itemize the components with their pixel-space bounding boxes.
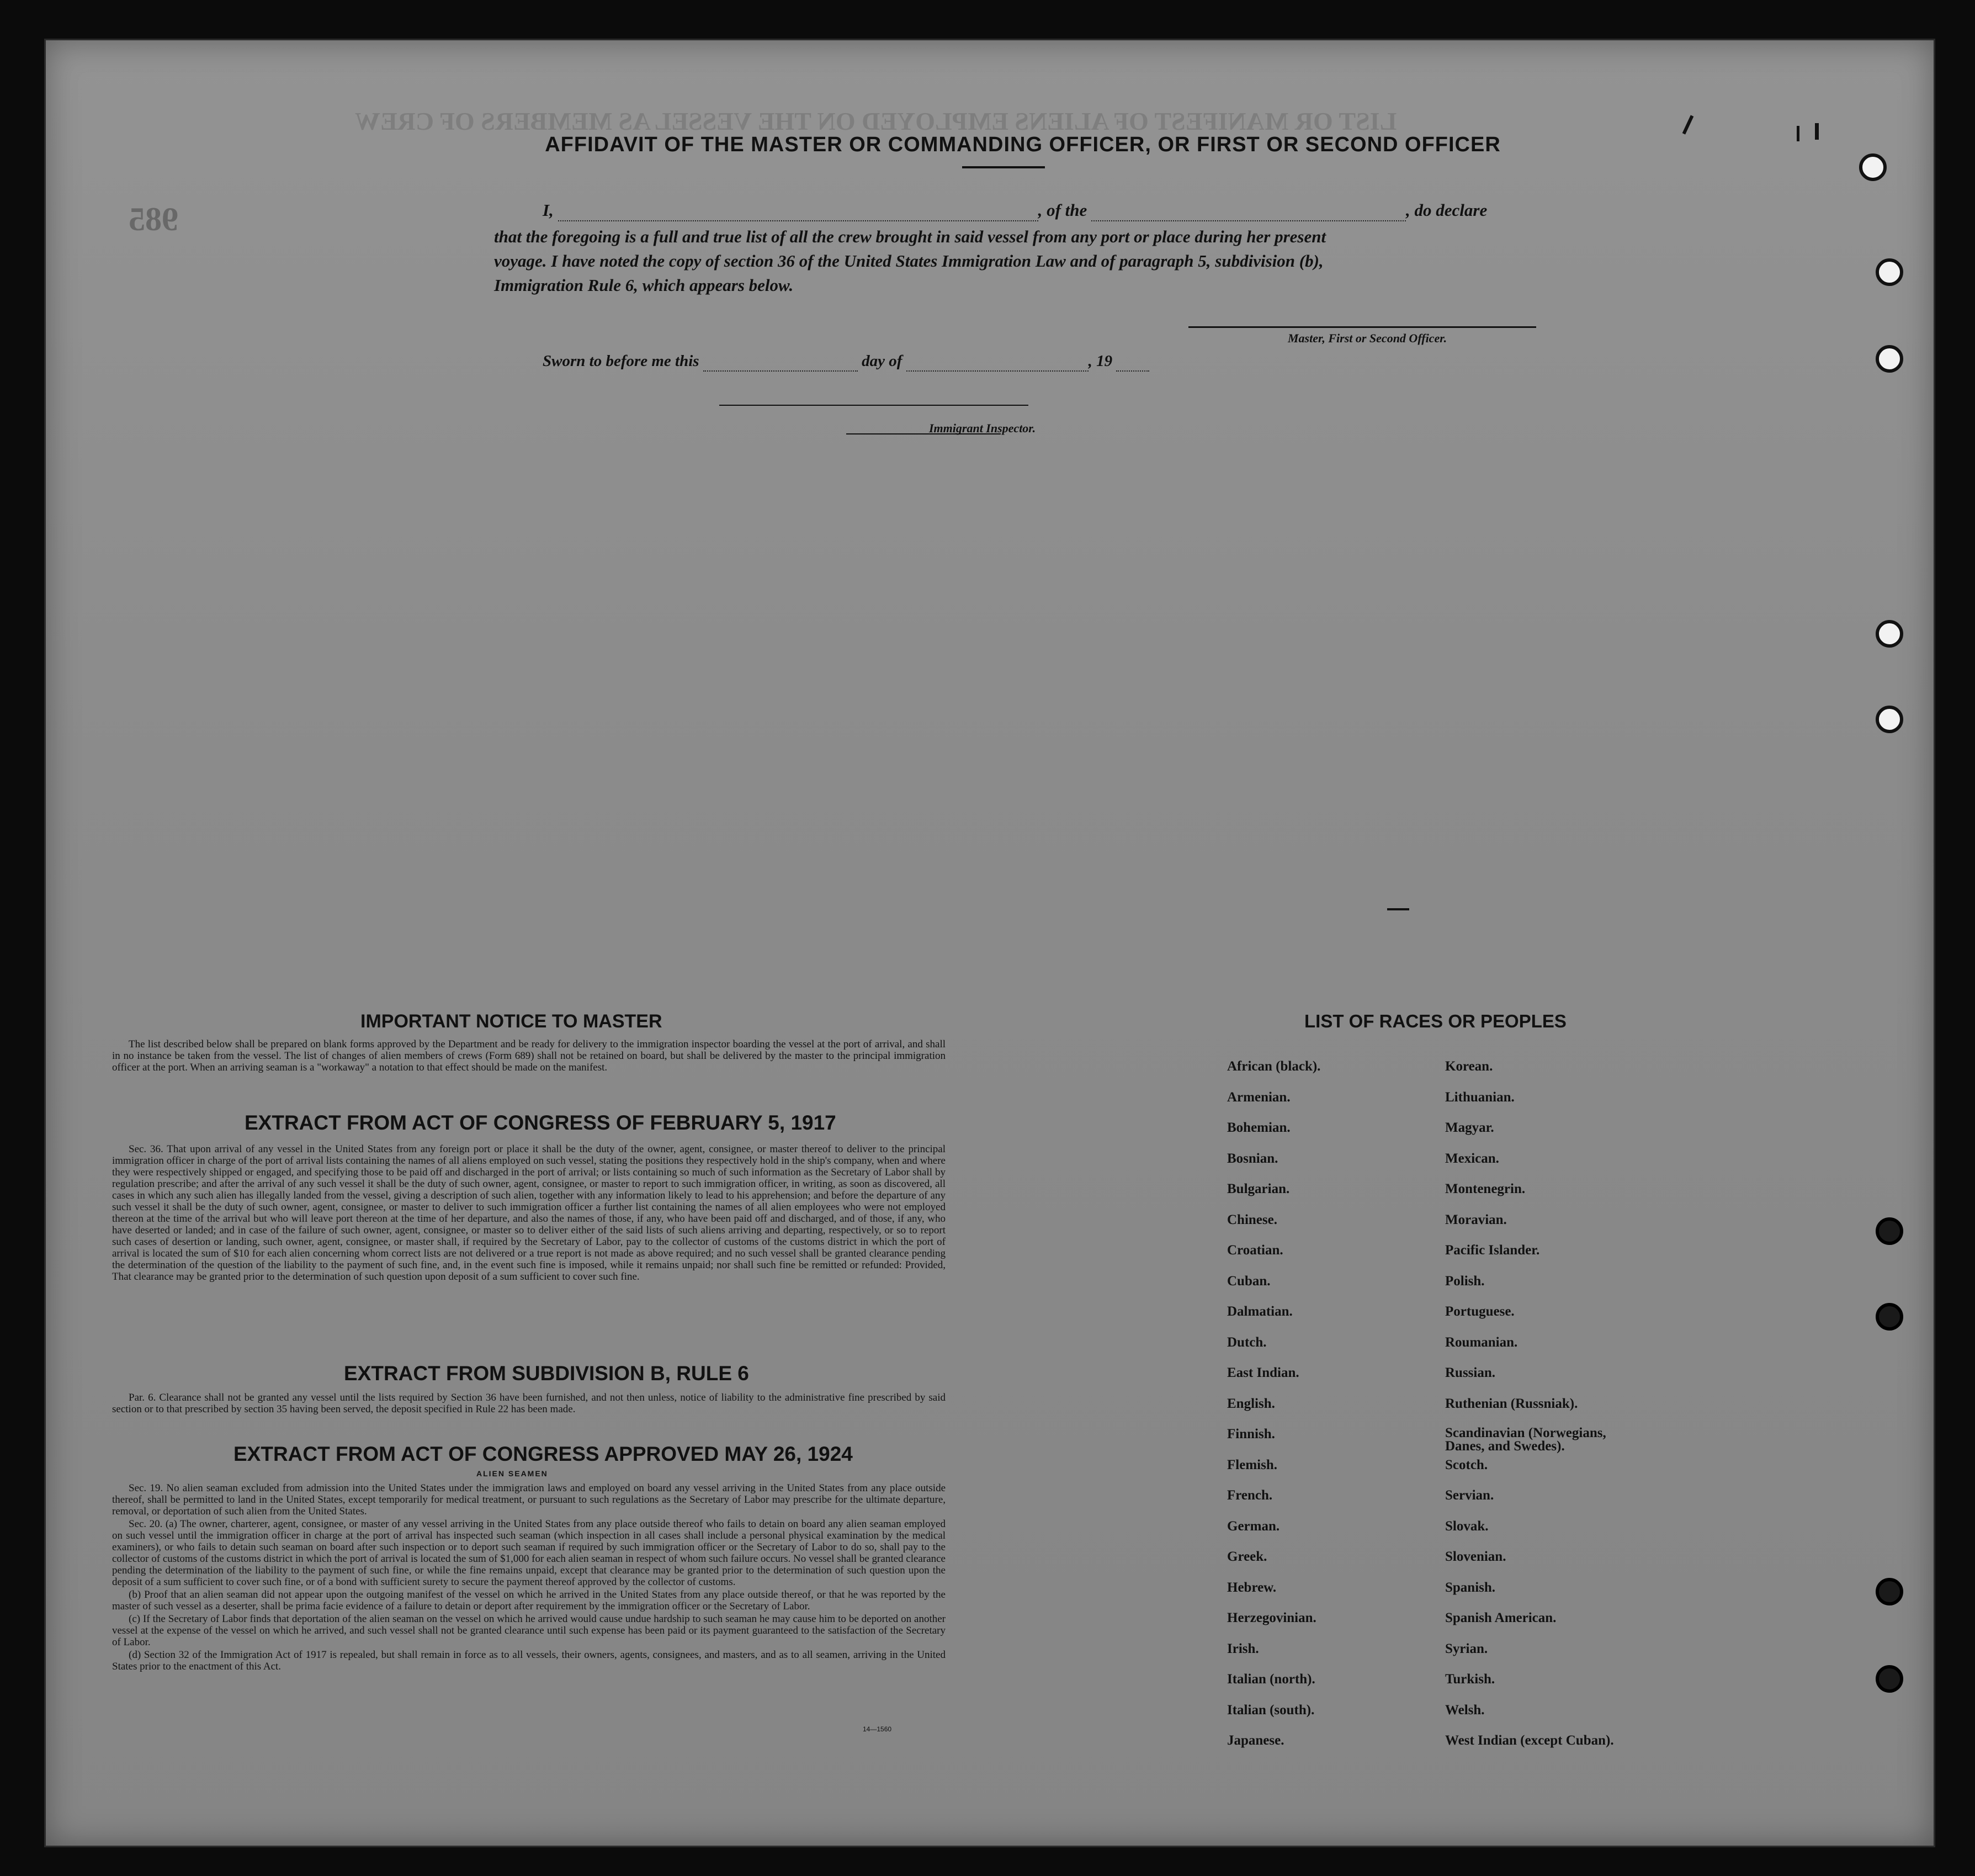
inspector-signature-line[interactable]	[719, 405, 1028, 406]
master-signature-line[interactable]	[1188, 326, 1536, 328]
race-item: Italian (south).	[1227, 1702, 1315, 1718]
sworn-year-field[interactable]	[1116, 352, 1149, 372]
affidavit-do-declare: , do declare	[1406, 200, 1488, 220]
master-signature-label: Master, First or Second Officer.	[1288, 331, 1447, 345]
race-item: Scotch.	[1445, 1457, 1488, 1472]
binder-hole	[1876, 1217, 1903, 1245]
notice-paragraph: The list described below shall be prepared on blank forms approved by the Department and be ready for delivery to the immigration inspector boarding the vessel at the port of arrival, and shall in no instance be taken from the vessel. The list of changes of alien members of crews (Form 689) shall not be retained on board, but shall be delivered by the master to the principal immigration officer at the port. When an arriving seaman is a "workaway" a notation to that effect should be made on the manifest.	[112, 1038, 946, 1073]
race-item: Roumanian.	[1445, 1334, 1518, 1350]
race-item: Croatian.	[1227, 1243, 1283, 1258]
race-item: Montenegrin.	[1445, 1181, 1526, 1196]
extract-1924-sec20c: (c) If the Secretary of Labor finds that deportation of the alien seaman on the vessel on which he arrived would cause undue hardship to such seaman he may cause him to be deported on another vessel at the expense of the vessel on which he arrived, and such vessel shall not be granted clearance until such expense has been paid or its payment guaranteed to the satisfaction of the Secretary of Labor.	[112, 1613, 946, 1648]
race-item: Cuban.	[1227, 1273, 1271, 1289]
extract-1924-subtitle: ALIEN SEAMEN	[476, 1469, 548, 1478]
notice-text	[112, 1038, 946, 1074]
race-item: Lithuanian.	[1445, 1089, 1515, 1105]
extract-1917-text	[112, 1143, 946, 1284]
race-item: Dalmatian.	[1227, 1304, 1293, 1319]
race-item: Moravian.	[1445, 1212, 1507, 1227]
bleed-through-header: LIST OR MANIFEST OF ALIENS EMPLOYED ON THE VESSEL AS MEMBERS OF CREW	[355, 107, 1397, 135]
race-item: Scandinavian (Norwegians, Danes, and Swedes).	[1445, 1425, 1606, 1454]
binder-hole	[1876, 1665, 1903, 1693]
race-item: Syrian.	[1445, 1641, 1488, 1656]
race-item: Italian (north).	[1227, 1672, 1315, 1687]
races-title: LIST OF RACES OR PEOPLES	[1304, 1011, 1567, 1031]
sworn-day-of: day of	[862, 352, 902, 370]
sworn-line	[543, 352, 1149, 372]
extract-1917-title: EXTRACT FROM ACT OF CONGRESS OF FEBRUARY 5, 1917	[245, 1111, 836, 1134]
race-item: Spanish American.	[1445, 1610, 1557, 1625]
race-item: West Indian (except Cuban).	[1445, 1733, 1614, 1748]
races-list-right	[1445, 1059, 1644, 1764]
race-item: German.	[1227, 1518, 1280, 1534]
binder-hole	[1859, 153, 1887, 181]
form-number: 14—1560	[863, 1725, 892, 1733]
race-item: Mexican.	[1445, 1151, 1499, 1166]
race-item: Polish.	[1445, 1273, 1485, 1289]
affidavit-of-the: , of the	[1038, 200, 1087, 220]
notice-title: IMPORTANT NOTICE TO MASTER	[360, 1011, 662, 1032]
race-item: Flemish.	[1227, 1457, 1277, 1472]
binder-hole	[1876, 706, 1903, 733]
extract-1924-sec20b: (b) Proof that an alien seaman did not appear upon the outgoing manifest of the vessel on which he arrived in the United States from any place outside thereof, or that he was reported by the master of such vessel as a deserter, shall be prima facie evidence of a failure to detain or deport after requirement by the immigration officer or the Secretary of Labor.	[112, 1589, 946, 1612]
rule6-text	[112, 1392, 946, 1416]
race-item: English.	[1227, 1396, 1275, 1411]
race-item: Finnish.	[1227, 1427, 1275, 1442]
race-item: Slovenian.	[1445, 1549, 1506, 1564]
sworn-prefix: Sworn to before me this	[543, 352, 699, 370]
race-item: Hebrew.	[1227, 1580, 1277, 1595]
affidavit-title-rule	[962, 166, 1045, 168]
sworn-year-prefix: , 19	[1088, 352, 1113, 370]
race-item: Slovak.	[1445, 1518, 1489, 1534]
race-item: Armenian.	[1227, 1089, 1291, 1105]
rule6-paragraph: Par. 6. Clearance shall not be granted any vessel until the lists required by Section 36 have been furnished, and not then unless, notice of liability to the administrative fine prescribed by said section or to that prescribed by section 35 having been served, the deposit specified in Rule 22 has been made.	[112, 1392, 946, 1415]
race-item: Russian.	[1445, 1365, 1496, 1380]
binder-hole	[1876, 620, 1903, 648]
race-item: French.	[1227, 1488, 1273, 1503]
race-item: East Indian.	[1227, 1365, 1299, 1380]
race-item: Japanese.	[1227, 1733, 1284, 1748]
binder-hole	[1876, 345, 1903, 373]
manifest-page	[44, 39, 1935, 1847]
pen-mark	[1797, 126, 1799, 141]
inspector-label: Immigrant Inspector.	[929, 421, 1036, 435]
bleed-through-number: 985	[129, 201, 178, 237]
sworn-month-field[interactable]	[906, 352, 1089, 372]
race-item: Greek.	[1227, 1549, 1267, 1564]
extract-1924-text	[112, 1482, 946, 1673]
race-item: Irish.	[1227, 1641, 1259, 1656]
master-name-field[interactable]	[558, 200, 1038, 221]
affidavit-line-2: that the foregoing is a full and true list of all the crew brought in said vessel from any port or place during her present	[494, 227, 1326, 246]
race-item: Bohemian.	[1227, 1120, 1291, 1135]
extract-1924-sec20d: (d) Section 32 of the Immigration Act of 1917 is repealed, but shall remain in force as to all vessels, their owners, agents, consignees, and masters, and as to all seamen, arriving in the United States prior to the enactment of this Act.	[112, 1649, 946, 1672]
race-item: African (black).	[1227, 1059, 1321, 1074]
pen-mark	[1682, 115, 1694, 134]
pen-mark	[1815, 123, 1819, 140]
race-item: Magyar.	[1445, 1120, 1494, 1135]
race-item: Korean.	[1445, 1059, 1493, 1074]
race-item: Herzegovinian.	[1227, 1610, 1316, 1625]
affidavit-title: AFFIDAVIT OF THE MASTER OR COMMANDING OFFICER, OR FIRST OR SECOND OFFICER	[545, 133, 1501, 156]
binder-hole	[1876, 1303, 1903, 1331]
race-item: Welsh.	[1445, 1702, 1485, 1718]
race-item: Pacific Islander.	[1445, 1243, 1540, 1258]
rule6-title: EXTRACT FROM SUBDIVISION B, RULE 6	[344, 1362, 749, 1385]
affidavit-line-3: voyage. I have noted the copy of section 36 of the United States Immigration Law and of paragraph 5, subdivision (b),	[494, 251, 1324, 271]
pen-mark	[1387, 908, 1409, 910]
affidavit-i: I,	[543, 200, 554, 220]
race-item: Turkish.	[1445, 1672, 1495, 1687]
race-item: Chinese.	[1227, 1212, 1277, 1227]
vessel-name-field[interactable]	[1091, 200, 1406, 221]
sworn-day-field[interactable]	[703, 352, 858, 372]
race-item: Servian.	[1445, 1488, 1494, 1503]
race-item: Dutch.	[1227, 1334, 1267, 1350]
extract-1924-title: EXTRACT FROM ACT OF CONGRESS APPROVED MAY 26, 1924	[233, 1443, 853, 1465]
race-item: Portuguese.	[1445, 1304, 1515, 1319]
affidavit-line-1	[543, 200, 1487, 221]
binder-hole	[1876, 258, 1903, 286]
extract-1924-sec20a: Sec. 20. (a) The owner, charterer, agent, consignee, or master of any vessel arriving in the United States from any place outside thereof who fails to detain on board any alien seaman employed on such vessel until the immigration officer in charge at the port of arrival has inspected such seaman (which inspection in all cases shall include a personal physical examination by the medical examiners), or who fails to detain such seaman on board after such inspection or to deport such seaman if required by such immigration officer or the Secretary of Labor to do so, shall pay to the collector of customs of the customs district in which the port of arrival is located the sum of $1,000 for each alien seaman in respect of whom such failure occurs. No vessel shall be granted clearance pending the determination of the liability to the payment of such fine, or while the fine remains unpaid, except that clearance may be granted prior to the determination of such question upon the deposit of a sum sufficient to cover such fine, or of a bond with sufficient surety to secure the payment thereof approved by the collector of customs.	[112, 1518, 946, 1588]
races-list-left	[1227, 1059, 1320, 1764]
binder-hole	[1876, 1578, 1903, 1605]
race-item: Bosnian.	[1227, 1151, 1278, 1166]
extract-1917-paragraph: Sec. 36. That upon arrival of any vessel in the United States from any foreign port or place it shall be the duty of the owner, agent, consignee, or master thereof to deliver to the principal immigration officer in charge of the port of arrival lists containing the names of all aliens employed on such vessel, stating the positions they respectively hold in the ship's company, when and where they were respectively shipped or engaged, and specifying those to be paid off and discharged in the port of arrival; or lists containing so much of such information as the Secretary of Labor shall by regulation prescribe; and after the arrival of any such vessel it shall be the duty of such owner, agent, consignee, or master to report to such immigration officer, in writing, as soon as discovered, all cases in which any such alien has illegally landed from the vessel, giving a description of such alien, together with any information likely to lead to his apprehension; and before the departure of any such vessel it shall be the duty of such owner, agent, consignee, or master to deliver to such immigration officer a further list containing the names of all alien employees who were not employed thereon at the time of the arrival but who will leave port thereon at the time of her departure, and also the names of those, if any, who have been paid off and discharged, and of those, if any, who have deserted or landed; and in case of the failure of such owner, agent, consignee, or master so to deliver either of the said lists of such aliens arriving and departing, respectively, or so to report such cases of desertion or landing, such owner, agent, consignee, or master shall, if required by the Secretary of Labor, pay to the collector of customs of the customs district in which the port of arrival is located the sum of $10 for each alien concerning whom correct lists are not delivered or a true report is not made as above required; and no such vessel shall be granted clearance pending the determination of the question of the liability to the payment of such fine, and, in the event such fine is imposed, while it remains unpaid; nor shall such fine be remitted or refunded: Provided, That clearance may be granted prior to the determination of such question upon deposit of a sum sufficient to cover such fine.	[112, 1143, 946, 1283]
affidavit-line-4: Immigration Rule 6, which appears below.	[494, 275, 794, 295]
race-item: Bulgarian.	[1227, 1181, 1290, 1196]
extract-1924-sec19: Sec. 19. No alien seaman excluded from admission into the United States under the immigration laws and employed on board any vessel arriving in the United States from any place outside thereof, shall be permitted to land in the United States, except temporarily for medical treatment, or pursuant to such regulations as the Secretary of Labor may prescribe for the ultimate departure, removal, or deportation of such alien from the United States.	[112, 1482, 946, 1517]
race-item: Spanish.	[1445, 1580, 1496, 1595]
race-item: Ruthenian (Russniak).	[1445, 1396, 1578, 1411]
